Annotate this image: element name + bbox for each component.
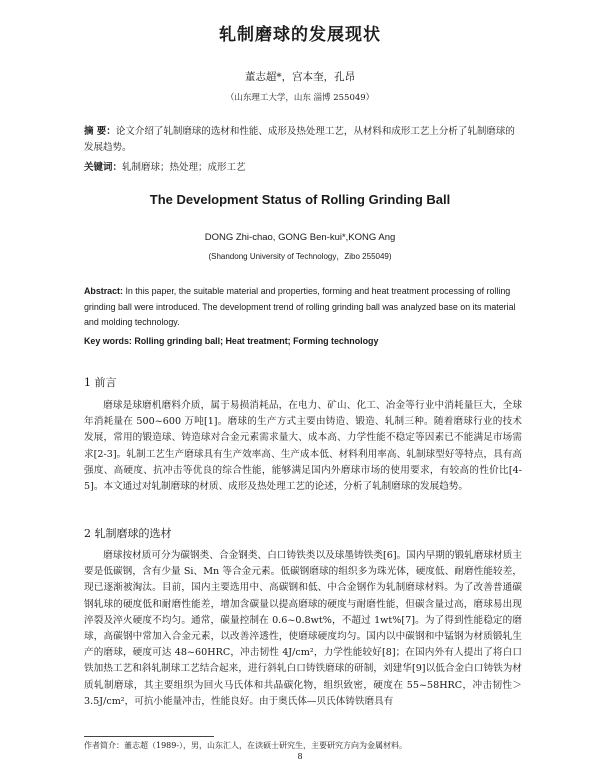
english-abstract-label: Abstract:: [84, 286, 123, 296]
chinese-title: 轧制磨球的发展现状: [219, 25, 381, 45]
section-heading-1: 1 前言: [84, 376, 117, 389]
english-abstract: [84, 284, 524, 331]
section-2-paragraph: 磨球按材质可分为碳钢类、合金钢类、白口铸铁类以及球墨铸铁类[6]。国内早期的锻轧磨球材质主要是低碳钢，含有少量 Si、Mn 等合金元素。低碳钢磨球的组织多为珠光体，硬度低、耐磨性能较差，现已逐渐被淘汰。目前，国内主要选用中、高碳钢和低、中合金钢作为轧制磨球材料。为了改善普通碳钢轧球的硬度低和耐磨性能差，增加含碳量以提高磨球的硬度与耐磨性能，但碳含量过高，磨球易出现淬裂及淬火硬度不均匀。通常，碳量控制在 0.6~0.8wt%，不超过 1wt%[7]。为了得到性能稳定的磨球，高碳钢中常加入合金元素，以改善淬透性，使磨球硬度均匀。国内以中碳钢和中锰钢为材质锻轧生产的磨球，硬度可达 48~60HRC，冲击韧性 4J/cm²，力学性能较好[8]；在国内外有人提出了将白口铁加热工艺和斜轧制球工艺结合起来，进行斜轧白口铸铁磨球的研制，刘建华[9]以低合金白口铸铁为材质轧制磨球，其主要组织为回火马氏体和共晶碳化物，组织致密，硬度在 55~58HRC，冲击韧性＞3.5J/cm²，可抗小能量冲击，性能良好。由于奥氏体—贝氏体铸铁磨具有: [84, 550, 522, 707]
section-heading-2: 2 轧制磨球的选材: [84, 527, 172, 540]
chinese-abstract: [84, 124, 524, 156]
chinese-keywords: [84, 160, 524, 176]
english-title: The Development Status of Rolling Grinding Ball: [149, 192, 451, 207]
footnote-rule: [84, 736, 214, 737]
english-abstract-text: In this paper, the suitable material and properties, forming and heat treatment processing of rolling grinding ball were introduced. The development trend of rolling grinding ball was analyzed base on its material and molding technology.: [84, 286, 516, 327]
chinese-abstract-label: 摘 要：: [84, 126, 116, 137]
chinese-affiliation: （山东理工大学，山东 淄博 255049）: [225, 93, 375, 103]
english-keywords: [84, 334, 524, 350]
chinese-keywords-label: 关键词：: [84, 162, 123, 173]
english-affiliation: (Shandong University of Technology，Zibo 255049): [208, 252, 392, 261]
chinese-authors: 董志超*，宫本奎，孔昂: [244, 71, 356, 83]
section-1-paragraph: 磨球是球磨机磨料介质，属于易损消耗品，在电力、矿山、化工、冶金等行业中消耗量巨大，全球年消耗量在 500~600 万吨[1]。磨球的生产方式主要由铸造、锻造、轧制三种。随着磨球行业的技术发展，常用的锻造球、铸造球对合金元素需求量大、成本高、力学性能不稳定等因素已不能满足市场需求[2-3]。轧制工艺生产磨球具有生产效率高、生产成本低、材料利用率高、轧制球型好等特点，具有高强度、高硬度、抗冲击等优良的综合性能，能够满足国内外磨球市场的使用要求，有较高的性价比[4-5]。本文通过对轧制磨球的材质、成形及热处理工艺的论述，分析了轧制磨球的发展趋势。: [84, 400, 522, 493]
author-footnote: 作者简介：董志超（1989-），男，山东汇人，在读硕士研究生，主要研究方向为金属材料。: [84, 741, 408, 750]
english-authors: DONG Zhi-chao, GONG Ben-kui*,KONG Ang: [204, 232, 396, 243]
page-number: 8: [297, 752, 303, 761]
english-keywords-text: Rolling grinding ball; Heat treatment; Forming technology: [134, 336, 379, 346]
english-keywords-label: Key words:: [84, 336, 132, 346]
chinese-keywords-text: 轧制磨球；热处理；成形工艺: [122, 162, 246, 173]
chinese-abstract-text: 论文介绍了轧制磨球的选材和性能、成形及热处理工艺，从材料和成形工艺上分析了轧制磨球的发展趋势。: [84, 126, 515, 153]
